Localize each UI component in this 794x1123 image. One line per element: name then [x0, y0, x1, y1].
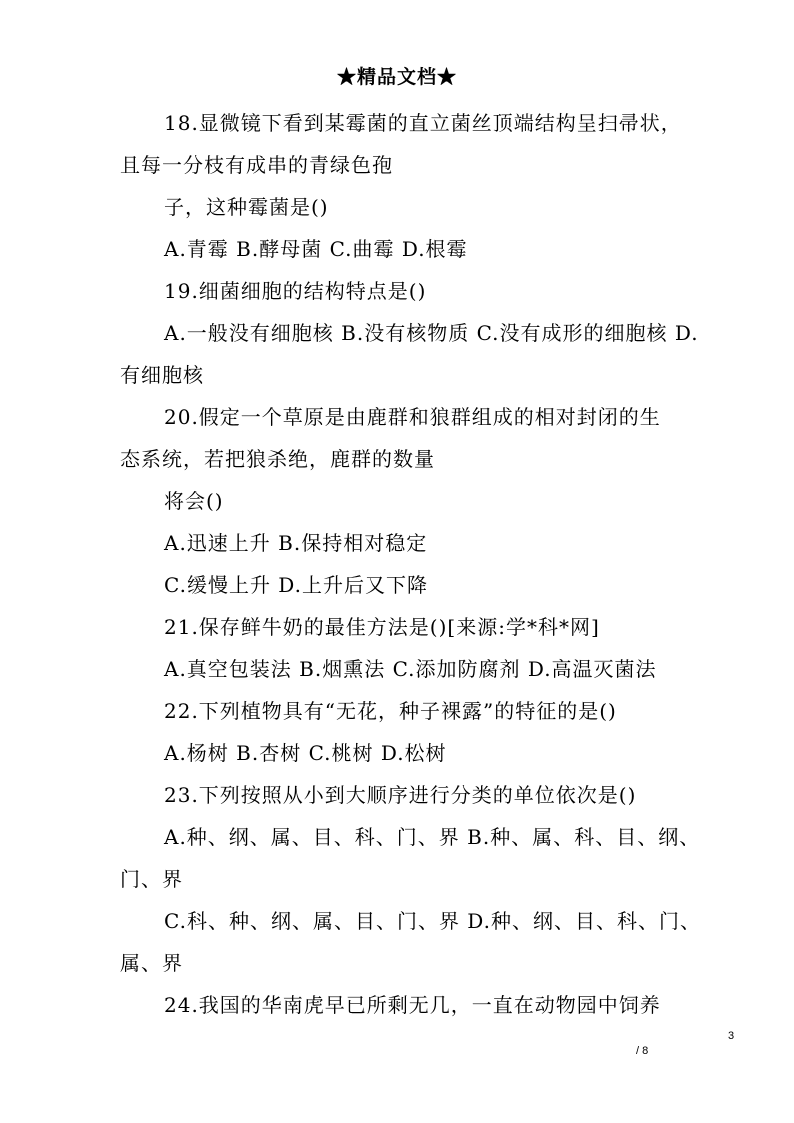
- text-line: A.杨树 B.杏树 C.桃树 D.松树: [164, 741, 447, 765]
- page-number: 3: [728, 1030, 735, 1042]
- text-line: A.真空包装法 B.烟熏法 C.添加防腐剂 D.高温灭菌法: [164, 657, 657, 681]
- text-line: 22.下列植物具有“无花，种子裸露”的特征的是(): [164, 699, 617, 723]
- text-line: 属、界: [120, 951, 183, 975]
- text-line: 19.细菌细胞的结构特点是(): [164, 279, 427, 303]
- text-line: 21.保存鲜牛奶的最佳方法是()[来源:学*科*网]: [164, 615, 600, 639]
- text-line: 且每一分枝有成串的青绿色孢: [120, 153, 393, 177]
- text-line: 23.下列按照从小到大顺序进行分类的单位依次是(): [164, 783, 637, 807]
- text-line: A.迅速上升 B.保持相对稳定: [164, 531, 428, 555]
- text-line: C.科、种、纲、属、目、门、界 D.种、纲、目、科、门、: [164, 909, 701, 933]
- text-line: 有细胞核: [120, 363, 204, 387]
- text-line: 18.显微镜下看到某霉菌的直立菌丝顶端结构呈扫帚状，: [164, 111, 682, 135]
- text-line: 子，这种霉菌是(): [164, 195, 329, 219]
- text-line: 将会(): [164, 489, 224, 513]
- text-line: 20.假定一个草原是由鹿群和狼群组成的相对封闭的生: [164, 405, 661, 429]
- text-line: 门、界: [120, 867, 183, 891]
- page-total: / 8: [636, 1045, 649, 1057]
- text-line: 24.我国的华南虎早已所剩无几，一直在动物园中饲养: [164, 993, 661, 1017]
- text-line: 态系统，若把狼杀绝，鹿群的数量: [120, 447, 435, 471]
- text-line: A.种、纲、属、目、科、门、界 B.种、属、科、目、纲、: [164, 825, 701, 849]
- document-body: [120, 102, 701, 1026]
- text-line: C.缓慢上升 D.上升后又下降: [164, 573, 428, 597]
- page-header-title: ★精品文档★: [336, 66, 457, 88]
- text-line: A.青霉 B.酵母菌 C.曲霉 D.根霉: [164, 237, 468, 261]
- text-line: A.一般没有细胞核 B.没有核物质 C.没有成形的细胞核 D.: [164, 321, 699, 345]
